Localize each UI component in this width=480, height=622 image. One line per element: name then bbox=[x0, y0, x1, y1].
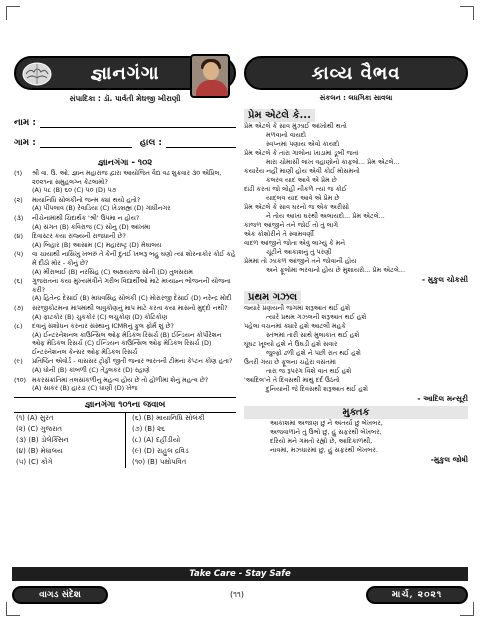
poem-line: સ્વપ્નમાં પણાય એવો કાયદો bbox=[266, 140, 340, 148]
kavya-editor: સંકલન : લધગિકા સાવલા bbox=[319, 94, 393, 102]
poem-line: કાજળ આંજીને તને જોઈ તો તું લાગે bbox=[244, 221, 339, 229]
quiz-question bbox=[14, 214, 236, 223]
magazine-name: વાગડ સંદેશ bbox=[12, 586, 108, 604]
name-line bbox=[14, 118, 236, 128]
poem-line: પ્રેમ એટલે કે સાવ મુંઝાઈ આંખોથી થતો bbox=[244, 122, 347, 130]
poem-line: ને તોય આખા ઘરથી અલાયદો... પ્રેમ એટલે... bbox=[266, 212, 385, 220]
question-options: (A) સાકર (B) હારડા (C) ધાણી (D) ખેજ bbox=[32, 384, 138, 393]
quiz-question bbox=[14, 169, 236, 186]
poem-line: પ્રેમ એટલે કે તારા ગાલોના ખાડામાં ડૂબી જતાં bbox=[244, 149, 359, 157]
name-blank[interactable] bbox=[40, 120, 236, 128]
quiz-question bbox=[14, 232, 236, 241]
poem-line: ત્યારે પ્રથમ ગઝલની શરૂઆત થઈ હશે bbox=[266, 313, 367, 321]
question-text: શ્રી વા. ઉ. ઓ. જ્ઞાન મહારાજ દ્વારા આયોજિત વૈદ્ય વઢ શુક્રવાર ૩૦ એપ્રિલ, ૨૦૨૧ના સમુહલગ્ન કેટલામો? bbox=[32, 169, 222, 186]
question-number: (૮) bbox=[14, 322, 23, 331]
answer-left: (૧) (A) સુરત bbox=[16, 413, 54, 422]
answer-right: (૮) (A) દહીંડીયો bbox=[125, 435, 236, 446]
poem-line: દુનિયાની જે દિવસથી શરૂઆત થઈ હશે bbox=[266, 385, 368, 393]
kavya-vaibhav-column bbox=[244, 56, 468, 465]
muktak-title: મુક્તક bbox=[244, 406, 468, 419]
poem-line: કયારેય નહીં માણી હોય એવી કોઈ મોસમનો bbox=[244, 167, 360, 175]
poem2-body bbox=[244, 304, 468, 394]
taluka-blank[interactable] bbox=[166, 140, 236, 148]
name-label: નામ : bbox=[14, 118, 36, 128]
question-options: (A) ધોની (B) કાંબળી (C) તેંડુલકર (D) રહાણે bbox=[32, 366, 150, 375]
poem-line: વાદળ આંજીને જોતા એવું લાગ્યું કે મને bbox=[244, 239, 346, 247]
poem-line: મળવાનો વાયદો bbox=[266, 131, 307, 139]
quiz-question bbox=[14, 250, 236, 267]
question-text: દિવાસ્ટર કયા રાજ્યની રાજધાની છે? bbox=[32, 232, 126, 241]
poem-line: પ્રેમમાં તો ઝાકળ આંજીને તને જોવાની હોય bbox=[244, 257, 357, 265]
poem-line: સ્તંભમાં તારી સાથે મુલાકાત થઈ હશે bbox=[266, 331, 360, 339]
gyanganga-banner bbox=[14, 56, 236, 90]
crop-mark-top-right bbox=[460, 6, 474, 20]
poem2-title: પ્રથમ ગઝલ bbox=[244, 291, 301, 304]
poem2-author: - આદિલ મન્સૂરી bbox=[417, 394, 468, 403]
question-number: (૨) bbox=[14, 195, 23, 204]
poem1-body bbox=[244, 122, 468, 275]
poem-line: ઘૂંઘટ ખૂલ્યો હશે ને ઉઘડી હશે સવાર bbox=[244, 340, 338, 348]
question-number: (૪) bbox=[14, 232, 23, 241]
question-number: (૬) bbox=[14, 277, 23, 286]
question-options: (A) બિહાર (B) આસામ (C) મહારાષ્ટ્ર (D) મેઘાલય bbox=[32, 240, 162, 249]
poem1-title: પ્રેમ એટલે કે... bbox=[244, 109, 315, 122]
answer-left: (૩) (B) ડોલેક્સિન bbox=[16, 435, 69, 444]
muktak-line: નાવમાં, મઝધારમાં છું, હું સફરથી બેખબર. bbox=[270, 446, 378, 454]
village-label: ગામ : bbox=[14, 138, 36, 148]
footer-row bbox=[12, 585, 468, 605]
question-options: (A) સંગત (B) કવિરાજ (C) સોનુ (D) આંખમા bbox=[32, 222, 151, 231]
question-options: (A) ફાટકોર (B) ચુકકોર (C) લચુકોણ (D) કોટિકોણ bbox=[32, 312, 168, 321]
tagline: Take Care - Stay Safe bbox=[189, 569, 291, 579]
poem-line: જ્યારે પ્રણયની જગમાં શરૂઆત થઈ હશે bbox=[244, 304, 351, 312]
question-text: પ્રતિષ્ઠિત એવોર્ડ - વાસસર ટ્રોફી જીતી જનાર ભારતની ટીમના કેપ્ટન કોણ હતા? bbox=[32, 357, 233, 366]
poem-line: યાદ્લવ યાદ આવે એ પ્રેમ છે bbox=[266, 194, 340, 202]
muktak-author: -મુકુલ જોષી bbox=[430, 455, 468, 464]
gyanganga-banner-title: જ્ઞાનગંગા bbox=[90, 62, 160, 84]
gyanganga-editor: સંપાદિકા : ડૉ. પાર્વતી મેઘજી ખીરાણી bbox=[69, 94, 181, 103]
question-text: મકરસંક્રાંતિમાં તલસાંકળીનુ મહત્વ હોય છે તો હોળીમાં શેનું મહત્વ છે? bbox=[32, 375, 209, 384]
poem-line: તારા જ રૂપરંગ વિશે વાત થઈ હશે bbox=[266, 367, 352, 375]
quiz-question bbox=[14, 357, 236, 366]
muktak-line: આકાશમાં અજાણ છું ને અંતર્યા છું બેખબર, bbox=[270, 419, 383, 427]
poem-line: પહેલા વચનમાં ક્યારે હશે આટલી મહકે bbox=[244, 322, 346, 330]
poem-line: જુલ્ફો ઢળી હશે ને પછી રાત થઈ હશે bbox=[266, 349, 361, 357]
muktak-body bbox=[244, 419, 468, 455]
question-options: (A) ઈન્ટરનેશનલ કાઉન્સિલ ઓફ મેડિકલ રિસર્ચ (B) ઈન્ડિયન કોર્પોરેશન ઓફ મેડિકલ રિસર્ચ (C) ઈન્ડિયન કાઉન્સિલ ઓફ મેડિકલ રિસર્ચ (D) ઈન્ટરનેશનલ કેન્સર ઓફ મેડિકલ રિસર્ચ bbox=[32, 330, 222, 356]
quiz-title: જ્ઞાનગંગા - ૧૦૨ bbox=[97, 158, 153, 168]
quiz-question bbox=[14, 322, 236, 331]
tagline-bar bbox=[12, 567, 468, 581]
poem-line: કલરવ યાદ આવે એ પ્રેમ છે bbox=[266, 176, 337, 184]
poem-line: દાઢી કરતાં જો લોહી નીકળે ત્યાં જ કોઈ bbox=[244, 185, 347, 193]
crop-mark-top-left bbox=[6, 6, 20, 20]
kavya-banner-title: કાવ્ય વૈભવ bbox=[311, 62, 401, 84]
poem1-author: - મુકુલ ચોકસી bbox=[422, 275, 468, 284]
kavya-banner bbox=[244, 56, 468, 90]
poem-line: ચૂંટીને આકાશનું તું પરણી bbox=[266, 248, 332, 256]
poem-line: અને ફૂલોમાં ભરવાનો હોય છે મુશાયરો... પ્રેમ એટલે... bbox=[266, 266, 406, 274]
question-options: (A) પીપલાવ (B) રેવાડિયા (C) ખેડબ્રહ્મ (D) ગાંધીનગર bbox=[32, 204, 171, 213]
quiz-question bbox=[14, 304, 236, 313]
question-number: (૧૦) bbox=[14, 375, 26, 384]
poem-line: ઉતરી ગયા છે ફૂલના ચહેરા વસંતમાં bbox=[244, 358, 337, 366]
poem-line: પ્રેમ એટલે કે સાવ ઘરનો જ એક અરીસો bbox=[244, 203, 349, 211]
question-number: (૭) bbox=[14, 303, 24, 312]
quiz-question bbox=[14, 376, 236, 385]
muktak-line: દરિયો મને ગમતો રહ્યો છે, આદિકાળથી, bbox=[270, 437, 373, 445]
question-options: (A) હિતેન્દ્ર દેસાઈ (B) માધવસિંહ સોલંકી (C) મોરારજી દેસાઈ (D) નરેન્દ્ર મોદી bbox=[32, 294, 232, 303]
question-text: માયાનિધિ સોલંકીનો જન્મ ક્યાં થયો હતો? bbox=[32, 195, 141, 204]
gyanganga-column bbox=[14, 56, 236, 468]
question-number: (૫) bbox=[14, 250, 24, 259]
answer-right: (૯) (D) રાહુલ દ્રવિડ bbox=[125, 446, 236, 457]
answer-left: (૪) (B) મેઘાલય bbox=[16, 446, 63, 455]
question-number: (૧) bbox=[14, 169, 23, 177]
editor-photo bbox=[190, 54, 230, 98]
question-text: વા ચાયાથી નાસિખુ ખબરું તે કેની દુતઈ ખબરૂ બહુ ઘણો ત્યાં શોરનાકોર કોઈ કહે મેં દીઠો મોર - કોનું છે? bbox=[32, 250, 236, 267]
question-options: (A) ૫૮ (B) ૬૦ (C) ૫૦ (D) ૫૭ bbox=[32, 186, 117, 195]
answers-title: જ્ઞાનગંગા ૧૦૧ના જવાબ bbox=[14, 397, 236, 410]
poem-line: એક કોશોરીને તે સ્વામવર્ણી bbox=[244, 230, 314, 238]
poem-line: મારા ચોમાસી લાખ વહાણોનો કાફલો... પ્રેમ એટલે... bbox=[266, 158, 400, 166]
issue-month: માર્ચ, ૨૦૨૧ bbox=[366, 586, 468, 604]
question-text: દવાનું સંશોધન કરનાર સંસ્થાનુ ICMRનું ફુલ ફોર્મ શું છે? bbox=[32, 322, 174, 331]
question-text: ગુજરાતના કયા મુખ્યમંત્રીને ગરીબ વિદ્યાર્થીઓ માટે મધ્યાહ્ન ભોજનની યોજના કરી? bbox=[32, 277, 231, 294]
question-number: (૩) bbox=[14, 213, 24, 222]
question-number: (૯) bbox=[14, 357, 23, 366]
answers-grid bbox=[14, 412, 236, 468]
brain-icon bbox=[20, 60, 54, 88]
taluka-label: હાલ : bbox=[139, 138, 162, 148]
quiz-question bbox=[14, 277, 236, 294]
page-number: (૧૧) bbox=[229, 590, 245, 599]
answer-left: (૫) (C) કોંગે bbox=[16, 457, 53, 466]
village-line bbox=[14, 138, 236, 148]
question-text: નીચેનામાંથી ચિદાર્થક 'શ્રી' ઉપમા ન હોય? bbox=[32, 213, 140, 222]
answer-right: (૬) (B) માયાનિધિ સોલંકી bbox=[125, 413, 236, 424]
muktak-line: અજવાળાંને તું ઉભો છું, હું સફરથી બેખબર, bbox=[270, 428, 382, 436]
village-blank[interactable] bbox=[40, 140, 132, 148]
quiz-questions bbox=[14, 169, 236, 393]
poem-line: 'આદિલ'ને તે દિવસથી માથું દર્દ ઉઠતો bbox=[244, 376, 340, 384]
question-text: સરજીકોટમના માપમાંથી લાવુકોણનું માપ માટે કરતા કયા માસનો મુદ્દો નથી? bbox=[32, 303, 228, 312]
answer-left: (૨) (C) ગુજરાત bbox=[16, 424, 63, 433]
answer-right: (૧૦) (B) પક્ષોપવિત bbox=[125, 457, 236, 468]
answer-right: (૭) (B) ૨૬ bbox=[125, 424, 236, 435]
question-options: (A) મીરાબાઈ (B) નરસિંહ (C) અક્ષયરાજ સોની (D) તુલસરામ bbox=[32, 267, 193, 276]
